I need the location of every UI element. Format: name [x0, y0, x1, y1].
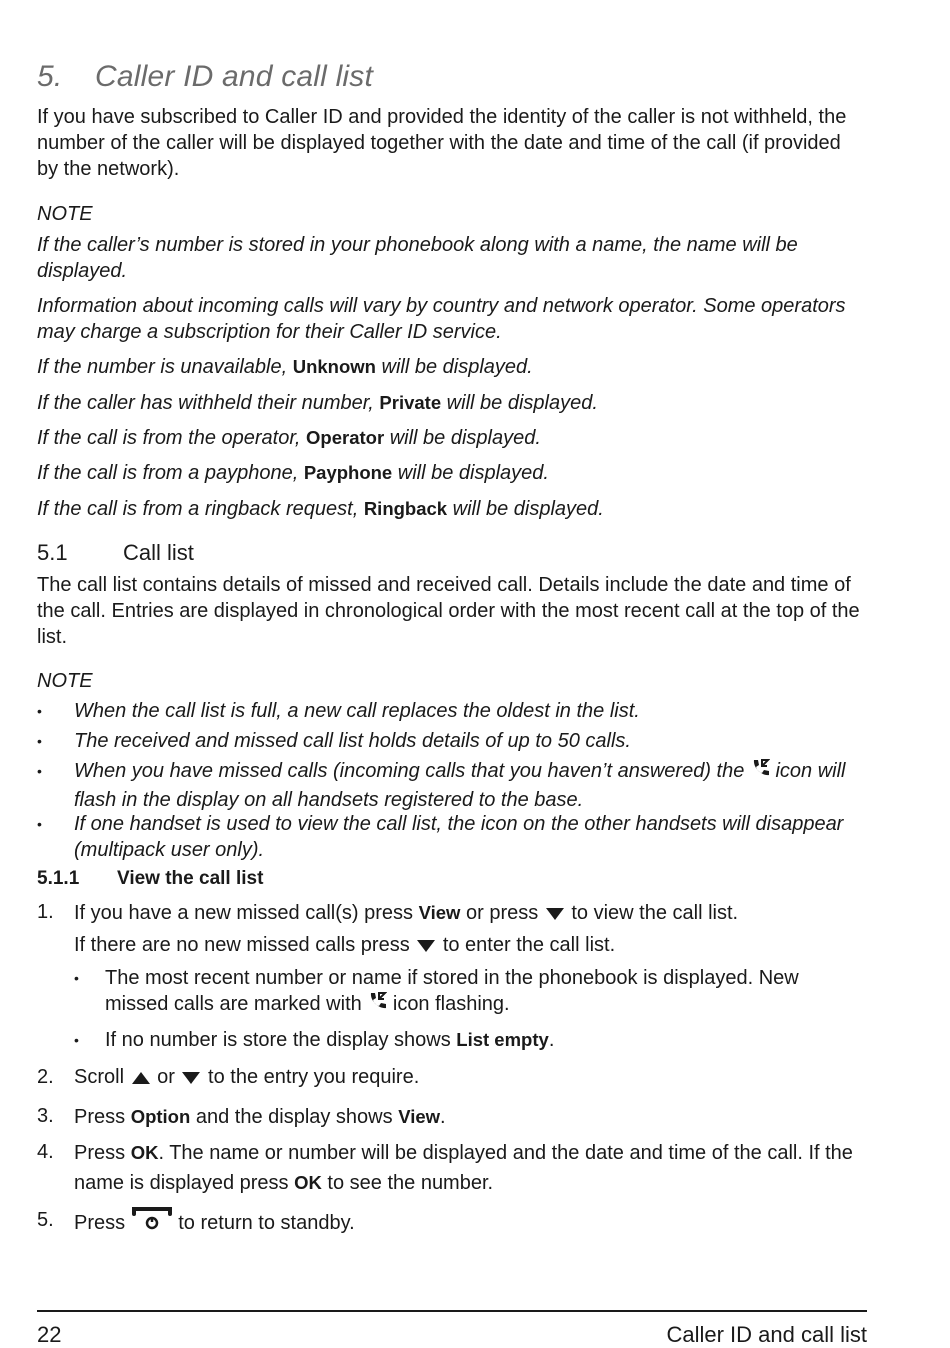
intro-paragraph: If you have subscribed to Caller ID and provided the identity of the caller is not withheld, the number of the caller will be displayed together with the date and time of the call (if provided by the network).	[37, 106, 847, 180]
end-call-icon	[131, 1206, 173, 1241]
list-item: • When you have missed calls (incoming calls that you haven’t answered) the icon will flash in the display on all handsets registered to the base.	[37, 760, 846, 811]
step-4: 4. Press OK. The name or number will be displayed and the date and time of the call. If the name is displayed press OK to see the number.	[37, 1141, 853, 1194]
subsection-heading: 5.1.1 View the call list	[37, 868, 264, 889]
missed-call-icon	[367, 991, 387, 1020]
note-line-operator: If the call is from the operator, Operator will be displayed.	[37, 427, 541, 449]
chapter-number: 5.	[37, 60, 63, 93]
up-arrow-icon	[130, 1066, 152, 1095]
list-item: • The received and missed call list holds details of up to 50 calls.	[37, 730, 631, 752]
footer-title: Caller ID and call list	[666, 1322, 867, 1347]
step-5: 5. Press to return to standby.	[37, 1206, 867, 1241]
missed-call-icon	[750, 758, 770, 787]
chapter-title: Caller ID and call list	[95, 60, 374, 93]
list-item: • If one handset is used to view the call list, the icon on the other handsets will disappear (multipack user only).	[37, 813, 844, 861]
chapter-heading	[37, 60, 373, 94]
page-number: 22	[37, 1322, 62, 1347]
down-arrow-icon	[180, 1066, 202, 1095]
list-item: • When the call list is full, a new call replaces the oldest in the list.	[37, 700, 640, 722]
down-arrow-icon	[415, 934, 437, 963]
down-arrow-icon	[544, 902, 566, 931]
footer-divider	[37, 1310, 867, 1312]
note-paragraph: If the caller’s number is stored in your phonebook along with a name, the name will be displayed.	[37, 234, 798, 282]
sub-list-item: • The most recent number or name if stored in the phonebook is displayed. New missed calls are marked with icon flashing.	[74, 965, 867, 1020]
note-paragraph: Information about incoming calls will vary by country and network operator. Some operators may charge a subscription for their Caller ID service.	[37, 295, 846, 343]
note-line-ringback: If the call is from a ringback request, Ringback will be displayed.	[37, 498, 604, 520]
note-line-payphone: If the call is from a payphone, Payphone will be displayed.	[37, 462, 549, 484]
note-label: NOTE	[37, 203, 93, 225]
note-label: NOTE	[37, 670, 93, 692]
section-body: The call list contains details of missed and received call. Details include the date and time of the call. Entries are displayed in chronological order with the most recent call at the top of the list.	[37, 574, 860, 648]
sub-list-item: • If no number is store the display shows List empty.	[74, 1029, 555, 1051]
step-2: 2. Scroll or to the entry you require.	[37, 1063, 867, 1095]
step-1: 1. If you have a new missed call(s) press View or press to view the call list. If there are no new missed calls press to enter the call list.	[37, 898, 867, 963]
note-line-private: If the caller has withheld their number, Private will be displayed.	[37, 392, 598, 414]
note-line-unknown: If the number is unavailable, Unknown will be displayed.	[37, 356, 533, 378]
step-3: 3. Press Option and the display shows View.	[37, 1105, 446, 1128]
section-heading: 5.1 Call list	[37, 540, 194, 565]
